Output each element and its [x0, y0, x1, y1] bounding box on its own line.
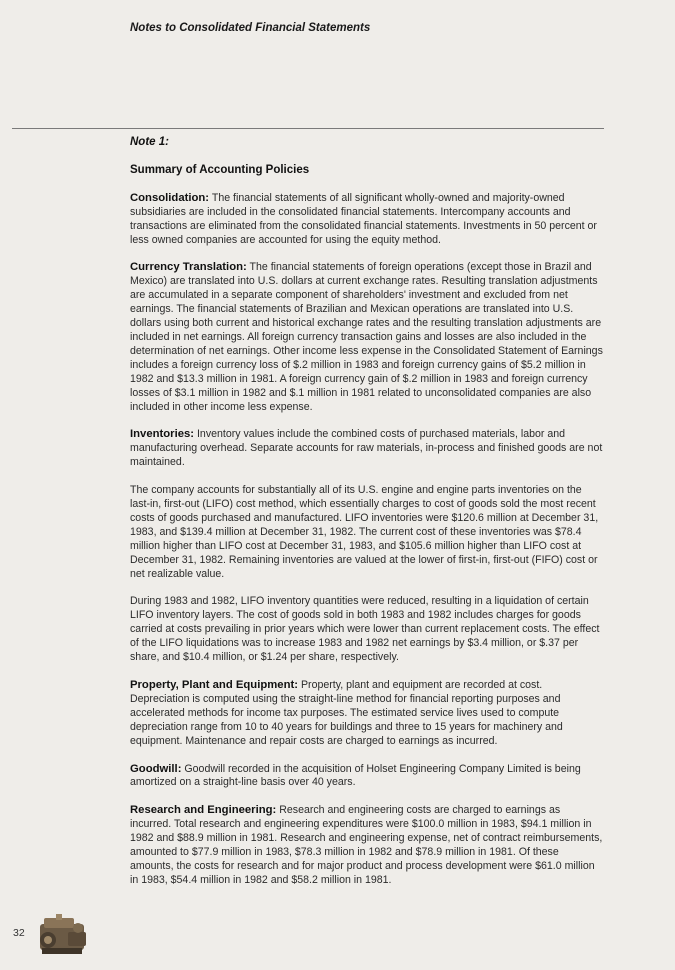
consolidation-heading: Consolidation:: [130, 191, 210, 204]
lifo-liquidation-paragraph: During 1983 and 1982, LIFO inventory quantities were reduced, resulting in a liquidation of certain LIFO inventory layers. The cost of goods sold in both 1983 and 1982 includes charges for goods carried at costs prevailing in prior years which were lower than current replacement costs. The effect of the LIFO liquidations was to increase 1983 and 1982 net earnings by $3.4 million, or $.37 per share, and $10.4 million, or $1.24 per share, respectively.: [130, 595, 600, 664]
property-heading: Property, Plant and Equipment:: [130, 679, 299, 691]
consolidation-paragraph: [130, 192, 604, 248]
note-number: Note 1:: [130, 136, 169, 148]
inventories-heading: Inventories:: [130, 428, 195, 441]
goodwill-text: Goodwill recorded in the acquisition of Holset Engineering Company Limited is being amortized on a straight-line basis over 40 years.: [130, 762, 581, 789]
engine-illustration-icon: [30, 910, 98, 962]
inventories-text: Inventory values include the combined costs of purchased materials, labor and manufacturing overhead. Separate accounts for raw materials, in-process and finished goods are not maintained.: [130, 428, 603, 469]
research-text: Research and engineering costs are charged to earnings as incurred. Total research and engineering expenditures were $100.0 million in 1983, $94.1 million in 1982 and $88.9 million in 1981. Research and engineering expense, net of contract reimbursements, amounted to $77.9 million in 1983, $78.3 million in 1982 and $78.9 million in 1981. Of these amounts, the costs for research and for major product and process development were $61.0 million in 1983, $54.4 million in 1982 and $58.2 million in 1981.: [130, 804, 603, 886]
lifo-paragraph: The company accounts for substantially all of its U.S. engine and engine parts inventories on the last-in, first-out (LIFO) cost method, which essentially charges to cost of goods sold the most recent costs of goods purchased and manufactured. LIFO inventories were $120.6 million at December 31, 1983, and $139.4 million at December 31, 1982. The current cost of these inventories was $78.4 million higher than LIFO cost at December 31, 1983, and $105.6 million higher than LIFO cost at December 31, 1982. Remaining inventories are valued at the lower of first-in, first-out (FIFO) cost or net realizable value.: [130, 484, 599, 580]
inventories-paragraph: [130, 428, 604, 470]
consolidation-text: The financial statements of all significant wholly-owned and majority-owned subsidiaries are included in the consolidated financial statements. Intercompany accounts and transactions are eliminated from the consolidated financial statements. Investments in 50 percent or less owned companies are accounted for using the equity method.: [130, 191, 597, 246]
property-text: Property, plant and equipment are recorded at cost. Depreciation is computed using the straight-line method for financial reporting purposes and accelerated methods for income tax purposes. The estimated service lives used to compute depreciation range from 10 to 40 years for buildings and three to 15 years for machinery and equipment. Maintenance and repair costs are charged to earnings as incurred.: [130, 679, 563, 747]
header-divider: [12, 128, 604, 129]
goodwill-heading: Goodwill:: [130, 762, 182, 775]
note-title: Summary of Accounting Policies: [130, 163, 310, 176]
page-header-title: Notes to Consolidated Financial Statements: [130, 22, 371, 34]
goodwill-paragraph: [130, 763, 604, 791]
research-paragraph: [130, 804, 604, 887]
page-number: 32: [13, 927, 25, 939]
research-heading: Research and Engineering:: [130, 804, 277, 817]
note-content: [130, 136, 604, 902]
currency-heading: Currency Translation:: [130, 261, 247, 274]
currency-text: The financial statements of foreign operations (except those in Brazil and Mexico) are translated into U.S. dollars at current exchange rates. Resulting translation adjustments are accumulated in a separate component of shareholders' investment and excluded from net earnings. The financial statements of Brazilian and Mexican operations are translated into U.S. dollars using both current and historical exchange rates and the resulting translation adjustments are included in net earnings. All foreign currency transaction gains and losses are also included in the determination of net earnings. Other income less expense in the Consolidated Statement of Earnings includes a foreign currency loss of $.2 million in 1983 and foreign currency gains of $5.2 million in 1982 and $13.3 million in 1981. A foreign currency gain of $.2 million in 1983 and foreign currency losses of $3.1 million in 1982 and $.1 million in 1981 related to unconsolidated companies are also included in other income less expense.: [130, 261, 603, 413]
currency-paragraph: [130, 261, 604, 414]
property-paragraph: [130, 679, 604, 749]
